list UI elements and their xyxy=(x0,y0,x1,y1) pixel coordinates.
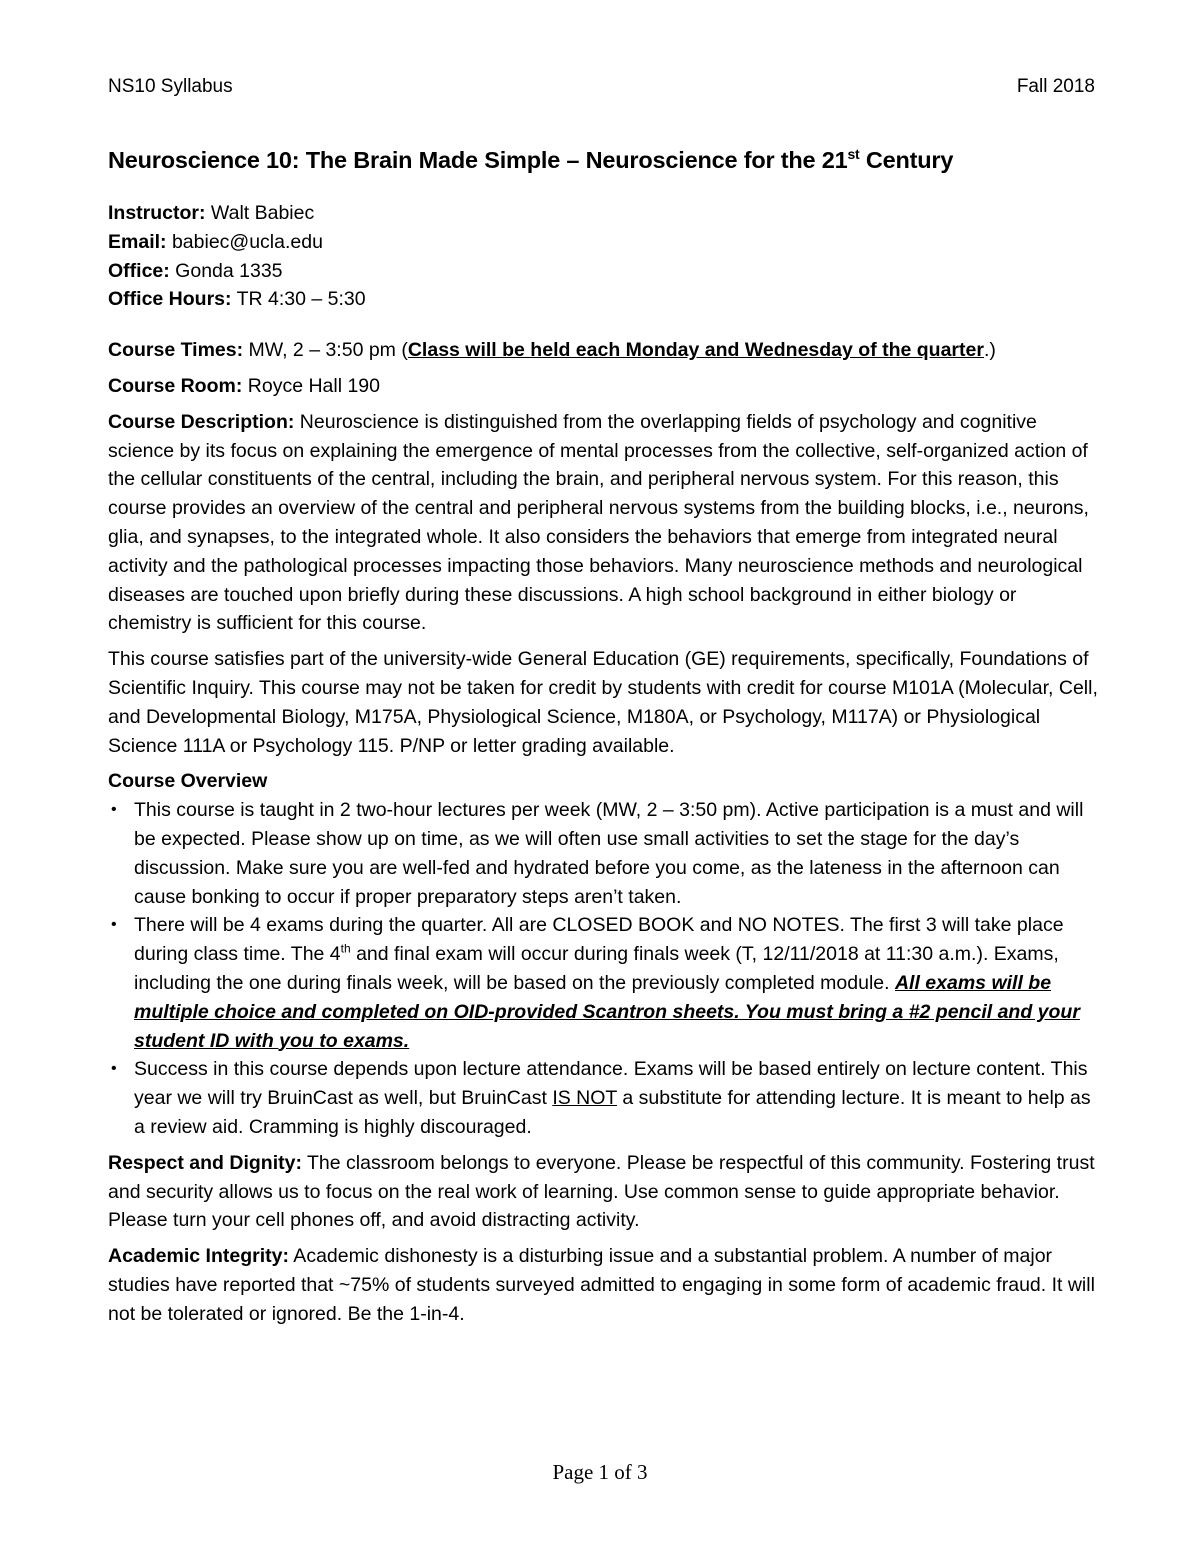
header-term: Fall 2018 xyxy=(1016,76,1095,97)
page-number: Page 1 of 3 xyxy=(552,1460,648,1484)
email-value: babiec@ucla.edu xyxy=(166,230,323,253)
course-times-value: MW, 2 – 3:50 pm ( xyxy=(243,339,408,362)
respect-text: The classroom belongs to everyone. Please be respectful of this community. Fostering trust and security allows us to focus on the real work of learning. Use common sense to guide appropriate behavior. Please turn your cell phones off, and avoid distracting activity. xyxy=(108,1151,1095,1232)
instructor-line xyxy=(108,199,1098,228)
office-hours-line xyxy=(108,285,1098,314)
course-times-note: Class will be held each Monday and Wednesday of the quarter xyxy=(407,339,984,362)
course-room-label: Course Room: xyxy=(108,374,243,397)
overview-bullet-lectures-text: This course is taught in 2 two-hour lectures per week (MW, 2 – 3:50 pm). Active participation is a must and will be expected. Please show up on time, as we will often use small activities to set the stage for the day’s discussion. Make sure you are well-fed and hydrated before you come, as the lateness in the afternoon can cause bonking to occur if proper preparatory steps aren’t taken. xyxy=(134,799,1084,908)
office-hours-label: Office Hours: xyxy=(108,288,232,311)
overview-bullet-exams-sup: th xyxy=(340,941,351,956)
respect-and-dignity xyxy=(108,1149,1098,1235)
ge-requirements-paragraph: This course satisfies part of the university-wide General Education (GE) requirements, specifically, Foundations of Scientific Inquiry. This course may not be taken for credit by students with credit for course M101A (Molecular, Cell, and Developmental Biology, M175A, Physiological Science, M180A, or Psychology, M117A) or Physiological Science 111A or Psychology 115. P/NP or letter grading available. xyxy=(108,648,1098,757)
email-label: Email: xyxy=(108,230,167,253)
course-description-label: Course Description: xyxy=(108,410,295,433)
office-hours-value: TR 4:30 – 5:30 xyxy=(231,288,366,311)
course-overview-list xyxy=(108,796,1098,1142)
overview-bullet-exams-emphasis: All exams will be multiple choice and completed on OID-provided Scantron sheets. You must bring a #2 pencil and your student ID with you to exams. xyxy=(134,971,1080,1052)
bullet-icon: • xyxy=(111,1060,117,1078)
course-times xyxy=(108,336,1098,365)
overview-bullet-attendance-text-b: a substitute for attending lecture. It is meant to help as a review aid. Cramming is highly discouraged. xyxy=(134,1087,1091,1138)
office-label: Office: xyxy=(108,259,170,282)
overview-bullet-attendance-underline: IS NOT xyxy=(552,1087,617,1110)
course-title-main: Neuroscience 10: The Brain Made Simple – Neuroscience for the 21 xyxy=(108,147,848,173)
overview-bullet-attendance-text-a: Success in this course depends upon lecture attendance. Exams will be based entirely on lecture content. This year we will try BruinCast as well, but BruinCast xyxy=(134,1058,1088,1110)
course-title xyxy=(108,143,1098,177)
bullet-icon: • xyxy=(111,916,117,934)
course-times-end: .) xyxy=(983,339,996,362)
document-body xyxy=(108,143,1098,1335)
instructor-value: Walt Babiec xyxy=(205,202,315,224)
course-title-tail: Century xyxy=(859,147,954,173)
course-description-text: Neuroscience is distinguished from the overlapping fields of psychology and cognitive science by its focus on explaining the emergence of mental processes from the collective, self-organized action of the cellular constituents of the central, including the brain, and peripheral nervous system. For this reason, this course provides an overview of the central and peripheral nervous systems from the building blocks, i.e., neurons, glia, and synapses, to the integrated whole. It also considers the behaviors that emerge from integrated neural activity and the pathological processes impacting those behaviors. Many neuroscience methods and neurological diseases are touched upon briefly during these discussions. A high school background in either biology or chemistry is sufficient for this course. xyxy=(108,410,1089,635)
course-room xyxy=(108,372,1098,401)
course-title-sup: st xyxy=(847,146,860,163)
overview-bullet-exams xyxy=(108,911,1098,1055)
overview-bullet-attendance xyxy=(108,1055,1098,1141)
email-line xyxy=(108,228,1098,257)
course-room-value: Royce Hall 190 xyxy=(242,374,380,397)
overview-bullet-exams-text-b: and final exam will occur during finals week (T, 12/11/2018 at 11:30 a.m.). Exams, including the one during finals week, will be based on the previously completed module. xyxy=(134,943,1059,994)
course-overview-heading xyxy=(108,767,1098,796)
office-value: Gonda 1335 xyxy=(169,259,283,282)
bullet-icon: • xyxy=(111,801,117,819)
course-times-label: Course Times: xyxy=(108,339,244,362)
respect-label: Respect and Dignity: xyxy=(108,1151,302,1174)
office-line xyxy=(108,257,1098,286)
overview-bullet-lectures xyxy=(108,796,1098,911)
header-course-code: NS10 Syllabus xyxy=(108,76,233,97)
course-description xyxy=(108,408,1098,638)
integrity-label: Academic Integrity: xyxy=(108,1245,289,1268)
instructor-label: Instructor: xyxy=(108,202,206,224)
course-overview-heading-text: Course Overview xyxy=(108,770,268,793)
integrity-text: Academic dishonesty is a disturbing issue and a substantial problem. A number of major studies have reported that ~75% of students surveyed admitted to engaging in some form of academic fraud. It will not be tolerated or ignored. Be the 1-in-4. xyxy=(108,1245,1095,1325)
academic-integrity xyxy=(108,1242,1098,1328)
overview-bullet-exams-text-a: There will be 4 exams during the quarter. All are CLOSED BOOK and NO NOTES. The first 3 will take place during class time. The 4 xyxy=(134,914,1064,966)
